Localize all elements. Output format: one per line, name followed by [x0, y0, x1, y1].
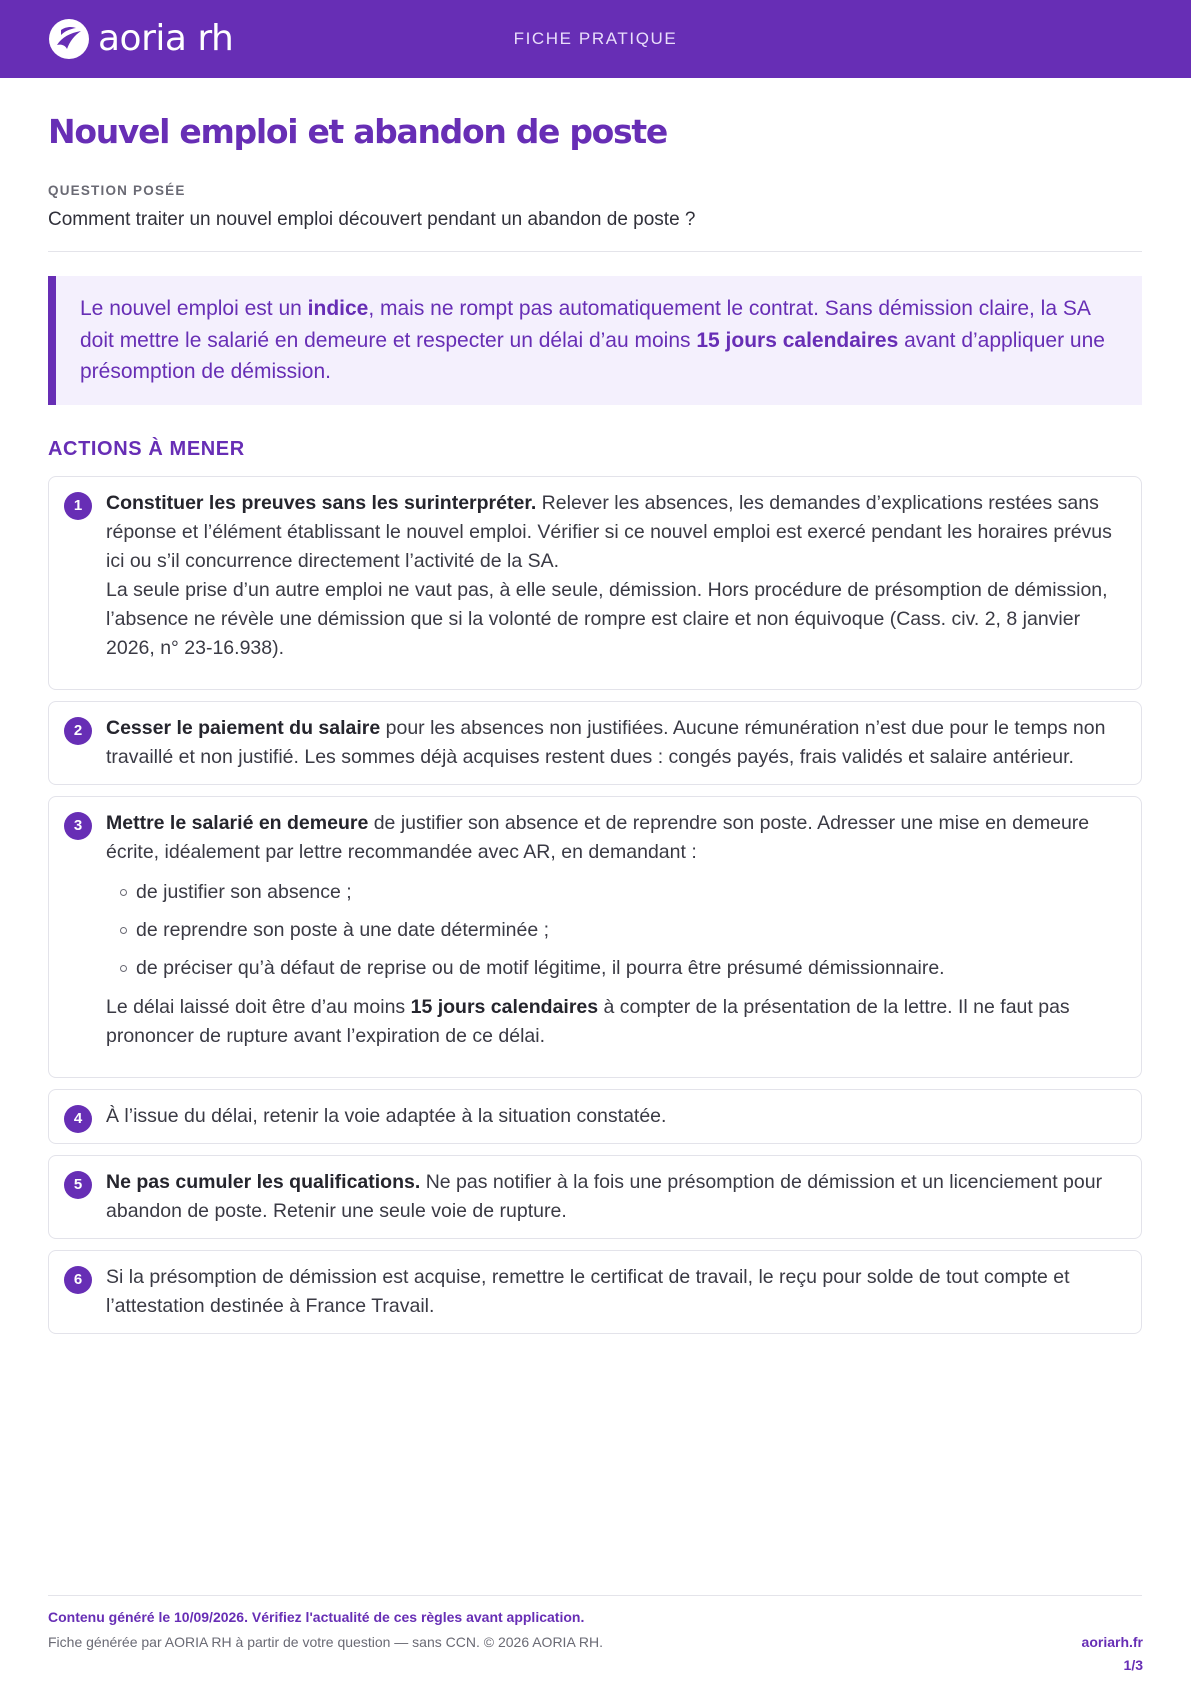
step-card [48, 1155, 1142, 1239]
step-text: Si la présomption de démission est acquise, remettre le certificat de travail, le reçu pour solde de tout compte et l’attestation destinée à France Travail. [106, 1265, 1070, 1317]
callout-highlight: indice [307, 297, 369, 320]
step-heading: Cesser le paiement du salaire [106, 716, 381, 739]
step-number-badge: 2 [64, 717, 92, 745]
summary-callout [48, 276, 1142, 405]
header-label: FICHE PRATIQUE [513, 29, 678, 48]
step-body: Ne pas notifier à la fois une présomption de démission et un licenciement pour abandon de poste. Retenir une seule voie de rupture. [106, 1170, 1103, 1222]
sub-list-item: de préciser qu’à défaut de reprise ou de motif légitime, il pourra être présumé démissionnaire. [106, 949, 1121, 987]
logo-text: aoria rh [98, 18, 234, 59]
sub-list-item: de justifier son absence ; [106, 873, 1121, 911]
step-text [106, 1168, 1121, 1226]
step-heading: Constituer les preuves sans les surinterpréter. [106, 491, 537, 514]
callout-text: , mais ne rompt pas automatiquement le contrat. Sans démission claire, la SA doit mettre le salarié en demeure et respecter un délai d’au moins [80, 297, 1090, 352]
callout-highlight: 15 jours calendaires [696, 328, 899, 352]
step-heading: Ne pas cumuler les qualifications. [106, 1170, 421, 1193]
step-card [48, 701, 1142, 785]
step-body: Le délai laissé doit être d’au moins [106, 995, 411, 1018]
step-card [48, 1089, 1142, 1144]
sub-list-item: de reprendre son poste à une date déterminée ; [106, 911, 1121, 949]
step-number-badge: 4 [64, 1105, 92, 1133]
step-body: de justifier son absence et de reprendre son poste. Adresser une mise en demeure écrite, idéalement par lettre recommandée avec AR, en demandant : [106, 811, 1090, 863]
step-number-badge: 1 [64, 492, 92, 520]
footer-divider [48, 1595, 1142, 1596]
step-heading: Mettre le salarié en demeure [106, 811, 369, 834]
step-card [48, 796, 1142, 1078]
footer-credit: Fiche générée par AORIA RH à partir de votre question — sans CCN. © 2026 AORIA RH. [48, 1634, 604, 1650]
footer-site-link[interactable]: aoriarh.fr [1081, 1634, 1143, 1650]
step-highlight: 15 jours calendaires [410, 995, 599, 1018]
callout-text: avant d’appliquer une présomption de démission. [80, 328, 1105, 383]
step-body: à compter de la présentation de la lettre. Il ne faut pas prononcer de rupture avant l’expiration de ce délai. [106, 995, 1070, 1047]
sub-list [106, 873, 1121, 987]
question-label: QUESTION POSÉE [48, 183, 186, 198]
step-text: À l’issue du délai, retenir la voie adaptée à la situation constatée. [106, 1104, 667, 1127]
step-body: pour les absences non justifiées. Aucune rémunération n’est due pour le temps non travaillé et non justifié. Les sommes déjà acquises restent dues : congés payés, frais validés et salaire antérieur. [106, 716, 1106, 768]
steps-list [48, 476, 1142, 1334]
step-note [106, 993, 1121, 1051]
step-text [106, 809, 1121, 867]
section-title: ACTIONS À MENER [48, 437, 245, 460]
step-card [48, 1250, 1142, 1334]
step-number-badge: 5 [64, 1171, 92, 1199]
step-number-badge: 6 [64, 1266, 92, 1294]
step-note: La seule prise d’un autre emploi ne vaut pas, à elle seule, démission. Hors procédure de présomption de démission, l’absence ne révèle une démission que si la volonté de rompre est claire et non équivoque (Cass. civ. 2, 8 janvier 2026, n° 23-16.938). [106, 578, 1108, 659]
page-number: 1/3 [1123, 1657, 1143, 1673]
callout-text: Le nouvel emploi est un [80, 297, 308, 320]
footer-notice: Contenu généré le 10/09/2026. Vérifiez l'actualité de ces règles avant application. [48, 1609, 585, 1625]
question-text: Comment traiter un nouvel emploi découvert pendant un abandon de poste ? [48, 209, 696, 230]
main-content [48, 110, 1142, 1345]
step-body: Relever les absences, les demandes d’explications restées sans réponse et l’élément établissant le nouvel emploi. Vérifier si ce nouvel emploi est exercé pendant les horaires prévus ici ou s’il concurrence directement l’activité de la SA. [106, 491, 1112, 572]
step-text [106, 714, 1121, 772]
divider [48, 251, 1142, 252]
step-card [48, 476, 1142, 690]
page-title: Nouvel emploi et abandon de poste [48, 112, 667, 151]
header-bar [0, 0, 1191, 78]
step-text [106, 489, 1121, 576]
step-number-badge: 3 [64, 812, 92, 840]
